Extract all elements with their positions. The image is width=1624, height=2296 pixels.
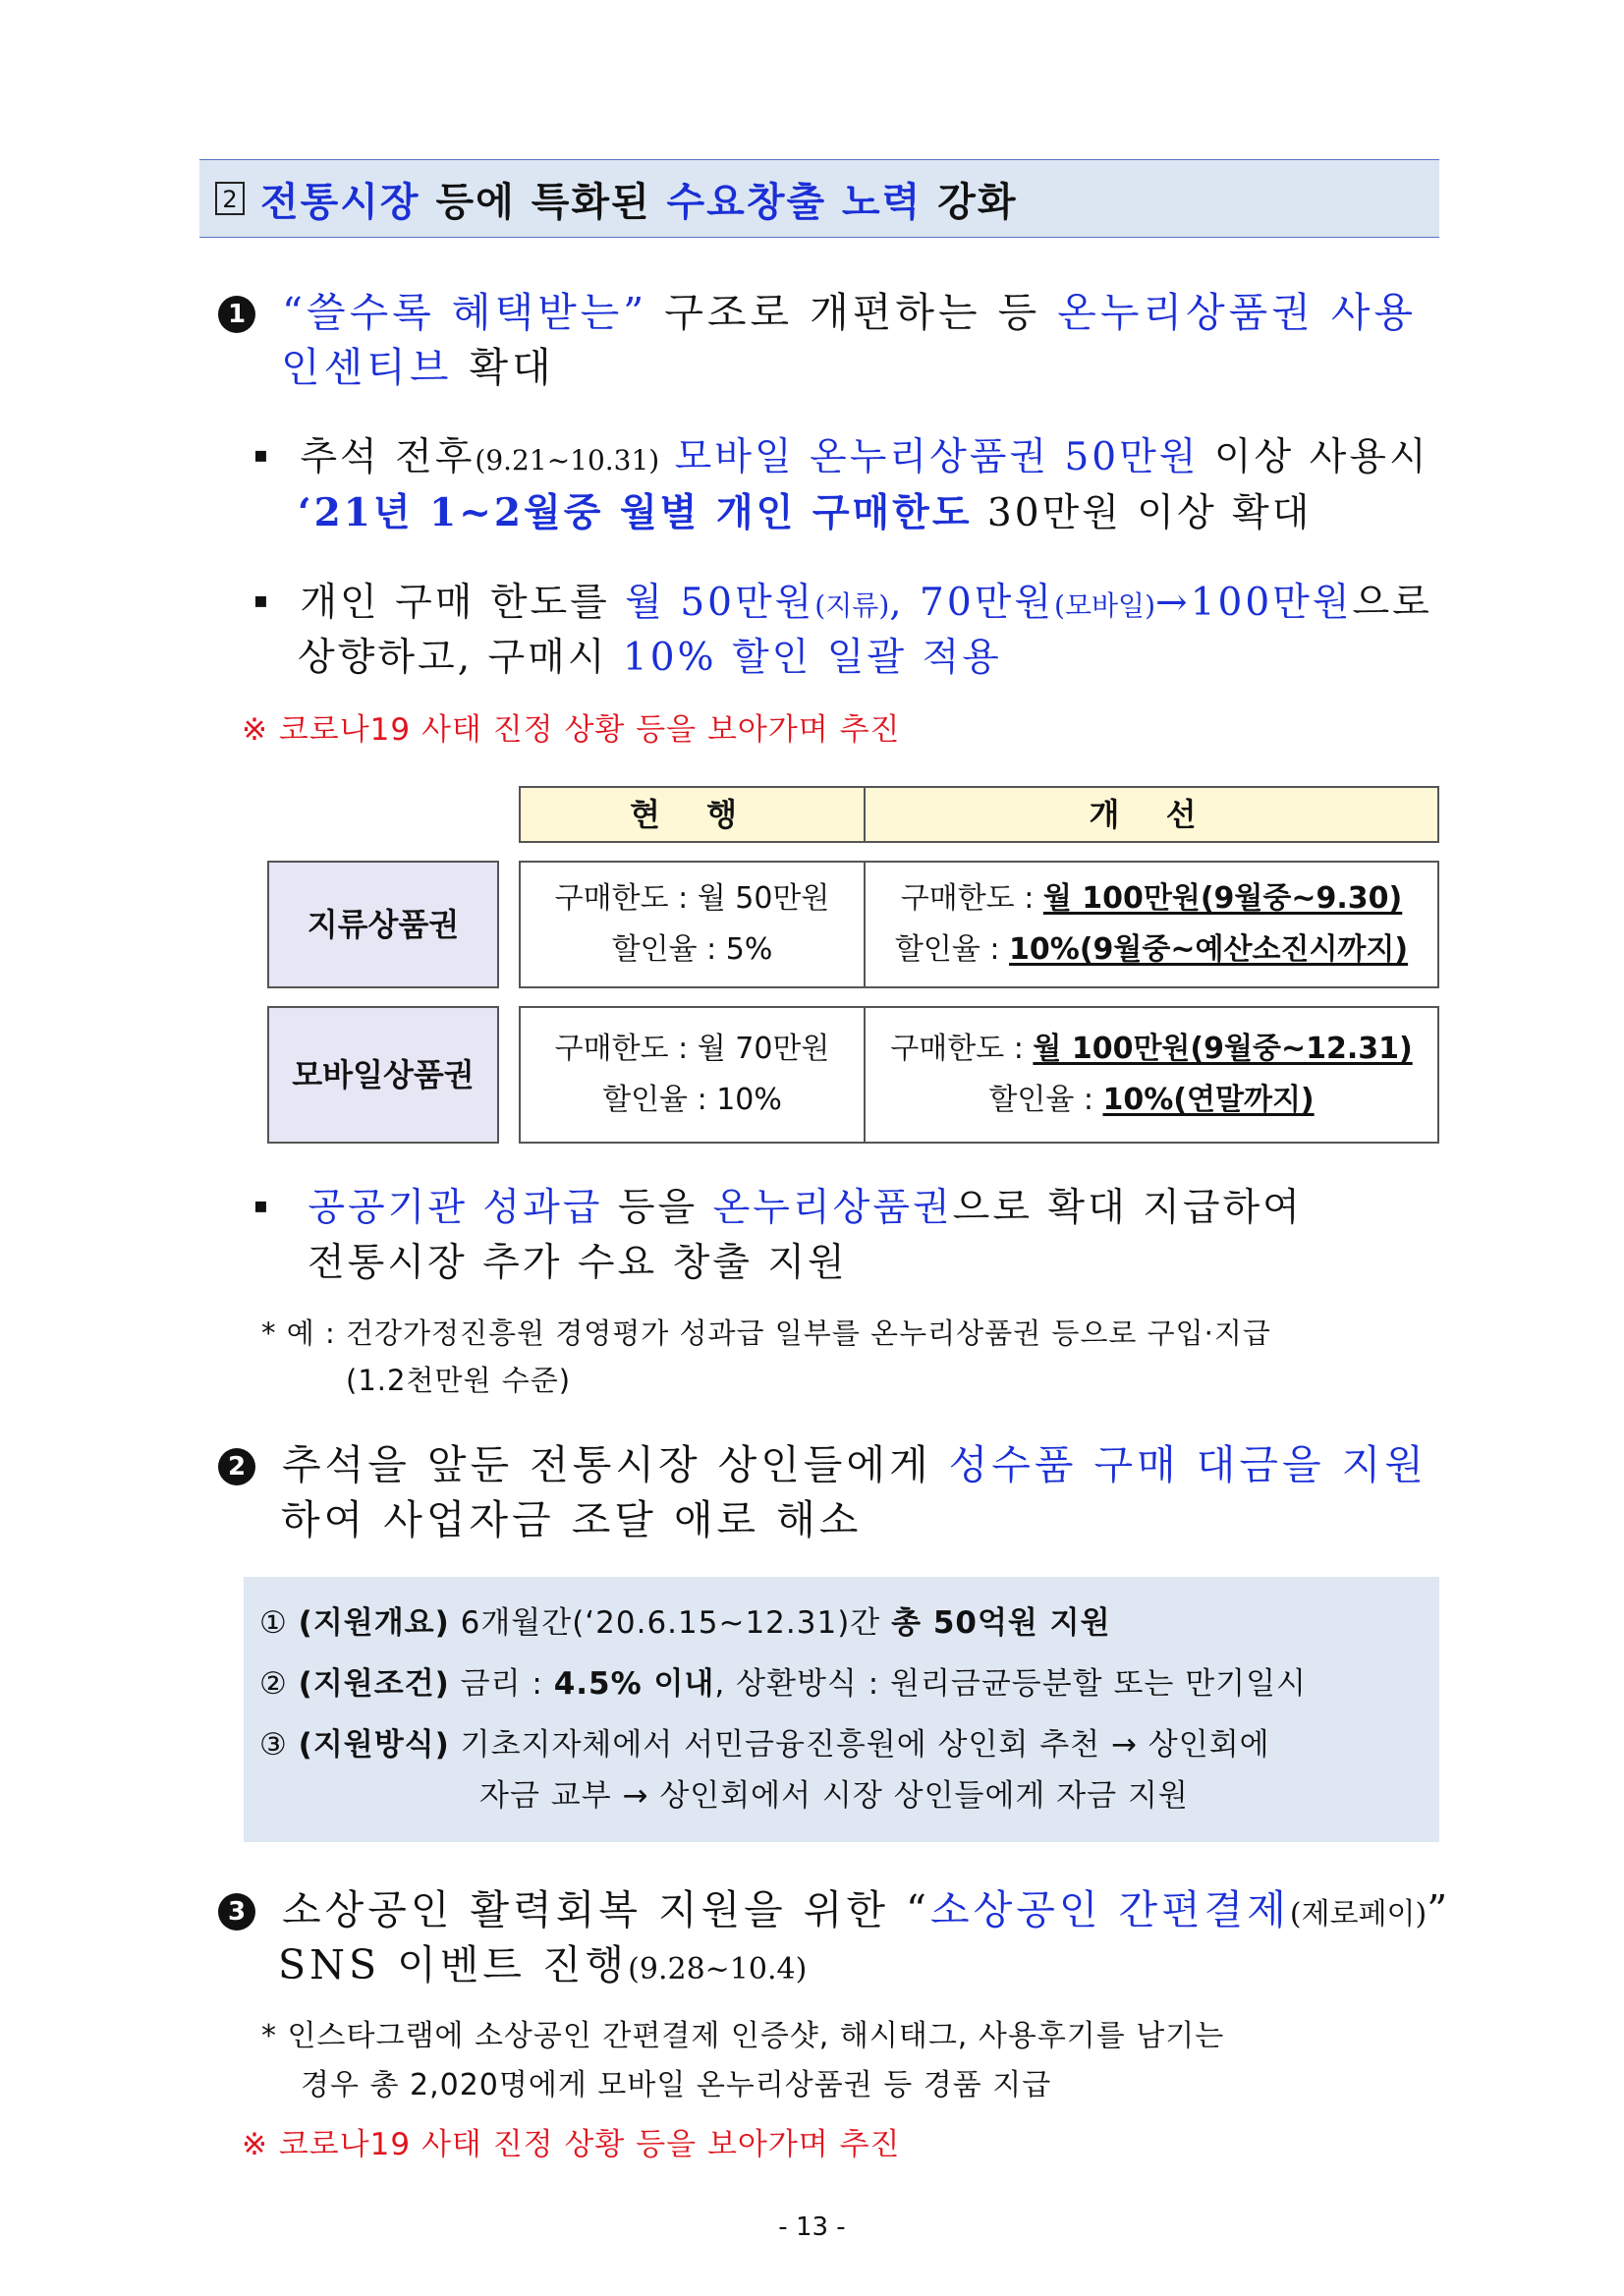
table-header-current: 현 행 (519, 786, 866, 843)
support-item-continued: 자금 교부 → 상인회에서 시장 상인들에게 자금 지원 (479, 1778, 1189, 1814)
table-cell-improved: 구매한도 : 월 100만원(9월중~12.31) 할인율 : 10%(연말까지) (864, 1006, 1439, 1144)
section-title: 전통시장 등에 특화된 수요창출 노력 강화 (260, 179, 1018, 225)
item3-footnote: * 인스타그램에 소상공인 간편결제 인증샷, 해시태그, 사용후기를 남기는 (261, 2019, 1225, 2053)
item1-bullet2: ▪ 개인 구매 한도를 월 50만원(지류), 70만원(모바일)→100만원으로 (253, 581, 1432, 625)
item1-heading: 1 “쓸수록 혜택받는” 구조로 개편하는 등 온누리상품권 사용 (218, 285, 1446, 340)
item3-note: ※ 코로나19 사태 진정 상황 등을 보아가며 추진 (242, 2127, 901, 2162)
bullet3-footnote-line2: (1.2천만원 수준) (346, 1364, 572, 1397)
support-item: ① (지원개요) 6개월간(‘20.6.15~12.31)간 총 50억원 지원 (259, 1605, 1111, 1641)
item1-note: ※ 코로나19 사태 진정 상황 등을 보아가며 추진 (242, 712, 901, 748)
item1-bullet3-line2: 전통시장 추가 수요 창출 지원 (308, 1241, 848, 1285)
item1-bullet1-line2: ‘21년 1~2월중 월별 개인 구매한도 30만원 이상 확대 (298, 490, 1313, 535)
item3-heading-line2: SNS 이벤트 진행(9.28~10.4) (278, 1941, 808, 1988)
item3-heading: 3 소상공인 활력회복 지원을 위한 “소상공인 간편결제(제로페이)” (218, 1882, 1456, 1942)
item2-marker: 2 (218, 1448, 255, 1485)
support-item: ② (지원조건) 금리 : 4.5% 이내, 상환방식 : 원리금균등분할 또는 만기일시 (259, 1666, 1308, 1702)
page-number: - 13 - (778, 2212, 846, 2242)
table-cell-current: 구매한도 : 월 70만원 할인율 : 10% (519, 1006, 866, 1144)
item2-heading-line2: 하여 사업자금 조달 애로 해소 (281, 1496, 863, 1543)
table-row-label: 모바일상품권 (267, 1006, 499, 1144)
bullet3-footnote: * 예 : 건강가정진흥원 경영평가 성과급 일부를 온누리상품권 등으로 구입·지급 (261, 1316, 1271, 1350)
table-header-improved: 개 선 (864, 786, 1439, 843)
item2-heading: 2 추석을 앞둔 전통시장 상인들에게 성수품 구매 대금을 지원 (218, 1437, 1456, 1492)
item1-bullet2-line2: 상향하고, 구매시 10% 할인 일괄 적용 (298, 636, 1002, 680)
item1-marker: 1 (218, 296, 255, 333)
item3-footnote-line2: 경우 총 2,020명에게 모바일 온누리상품권 등 경품 지급 (301, 2068, 1052, 2102)
item1-bullet1: ▪ 추석 전후(9.21~10.31) 모바일 온누리상품권 50만원 이상 사용시 (253, 435, 1429, 479)
item3-marker: 3 (218, 1893, 255, 1931)
item1-bullet3: ▪ 공공기관 성과급 등을 온누리상품권으로 확대 지급하여 (253, 1186, 1303, 1230)
table-cell-improved: 구매한도 : 월 100만원(9월중~9.30) 할인율 : 10%(9월중~예산소진시까지) (864, 861, 1439, 988)
section-number: 2 (215, 182, 245, 215)
table-cell-current: 구매한도 : 월 50만원 할인율 : 5% (519, 861, 866, 988)
section-header (199, 159, 1439, 238)
table-row-label: 지류상품권 (267, 861, 499, 988)
item1-heading-line2: 인센티브 확대 (281, 344, 555, 391)
support-item: ③ (지원방식) 기초지자체에서 서민금융진흥원에 상인회 추천 → 상인회에 (259, 1727, 1270, 1763)
support-box (244, 1577, 1439, 1842)
